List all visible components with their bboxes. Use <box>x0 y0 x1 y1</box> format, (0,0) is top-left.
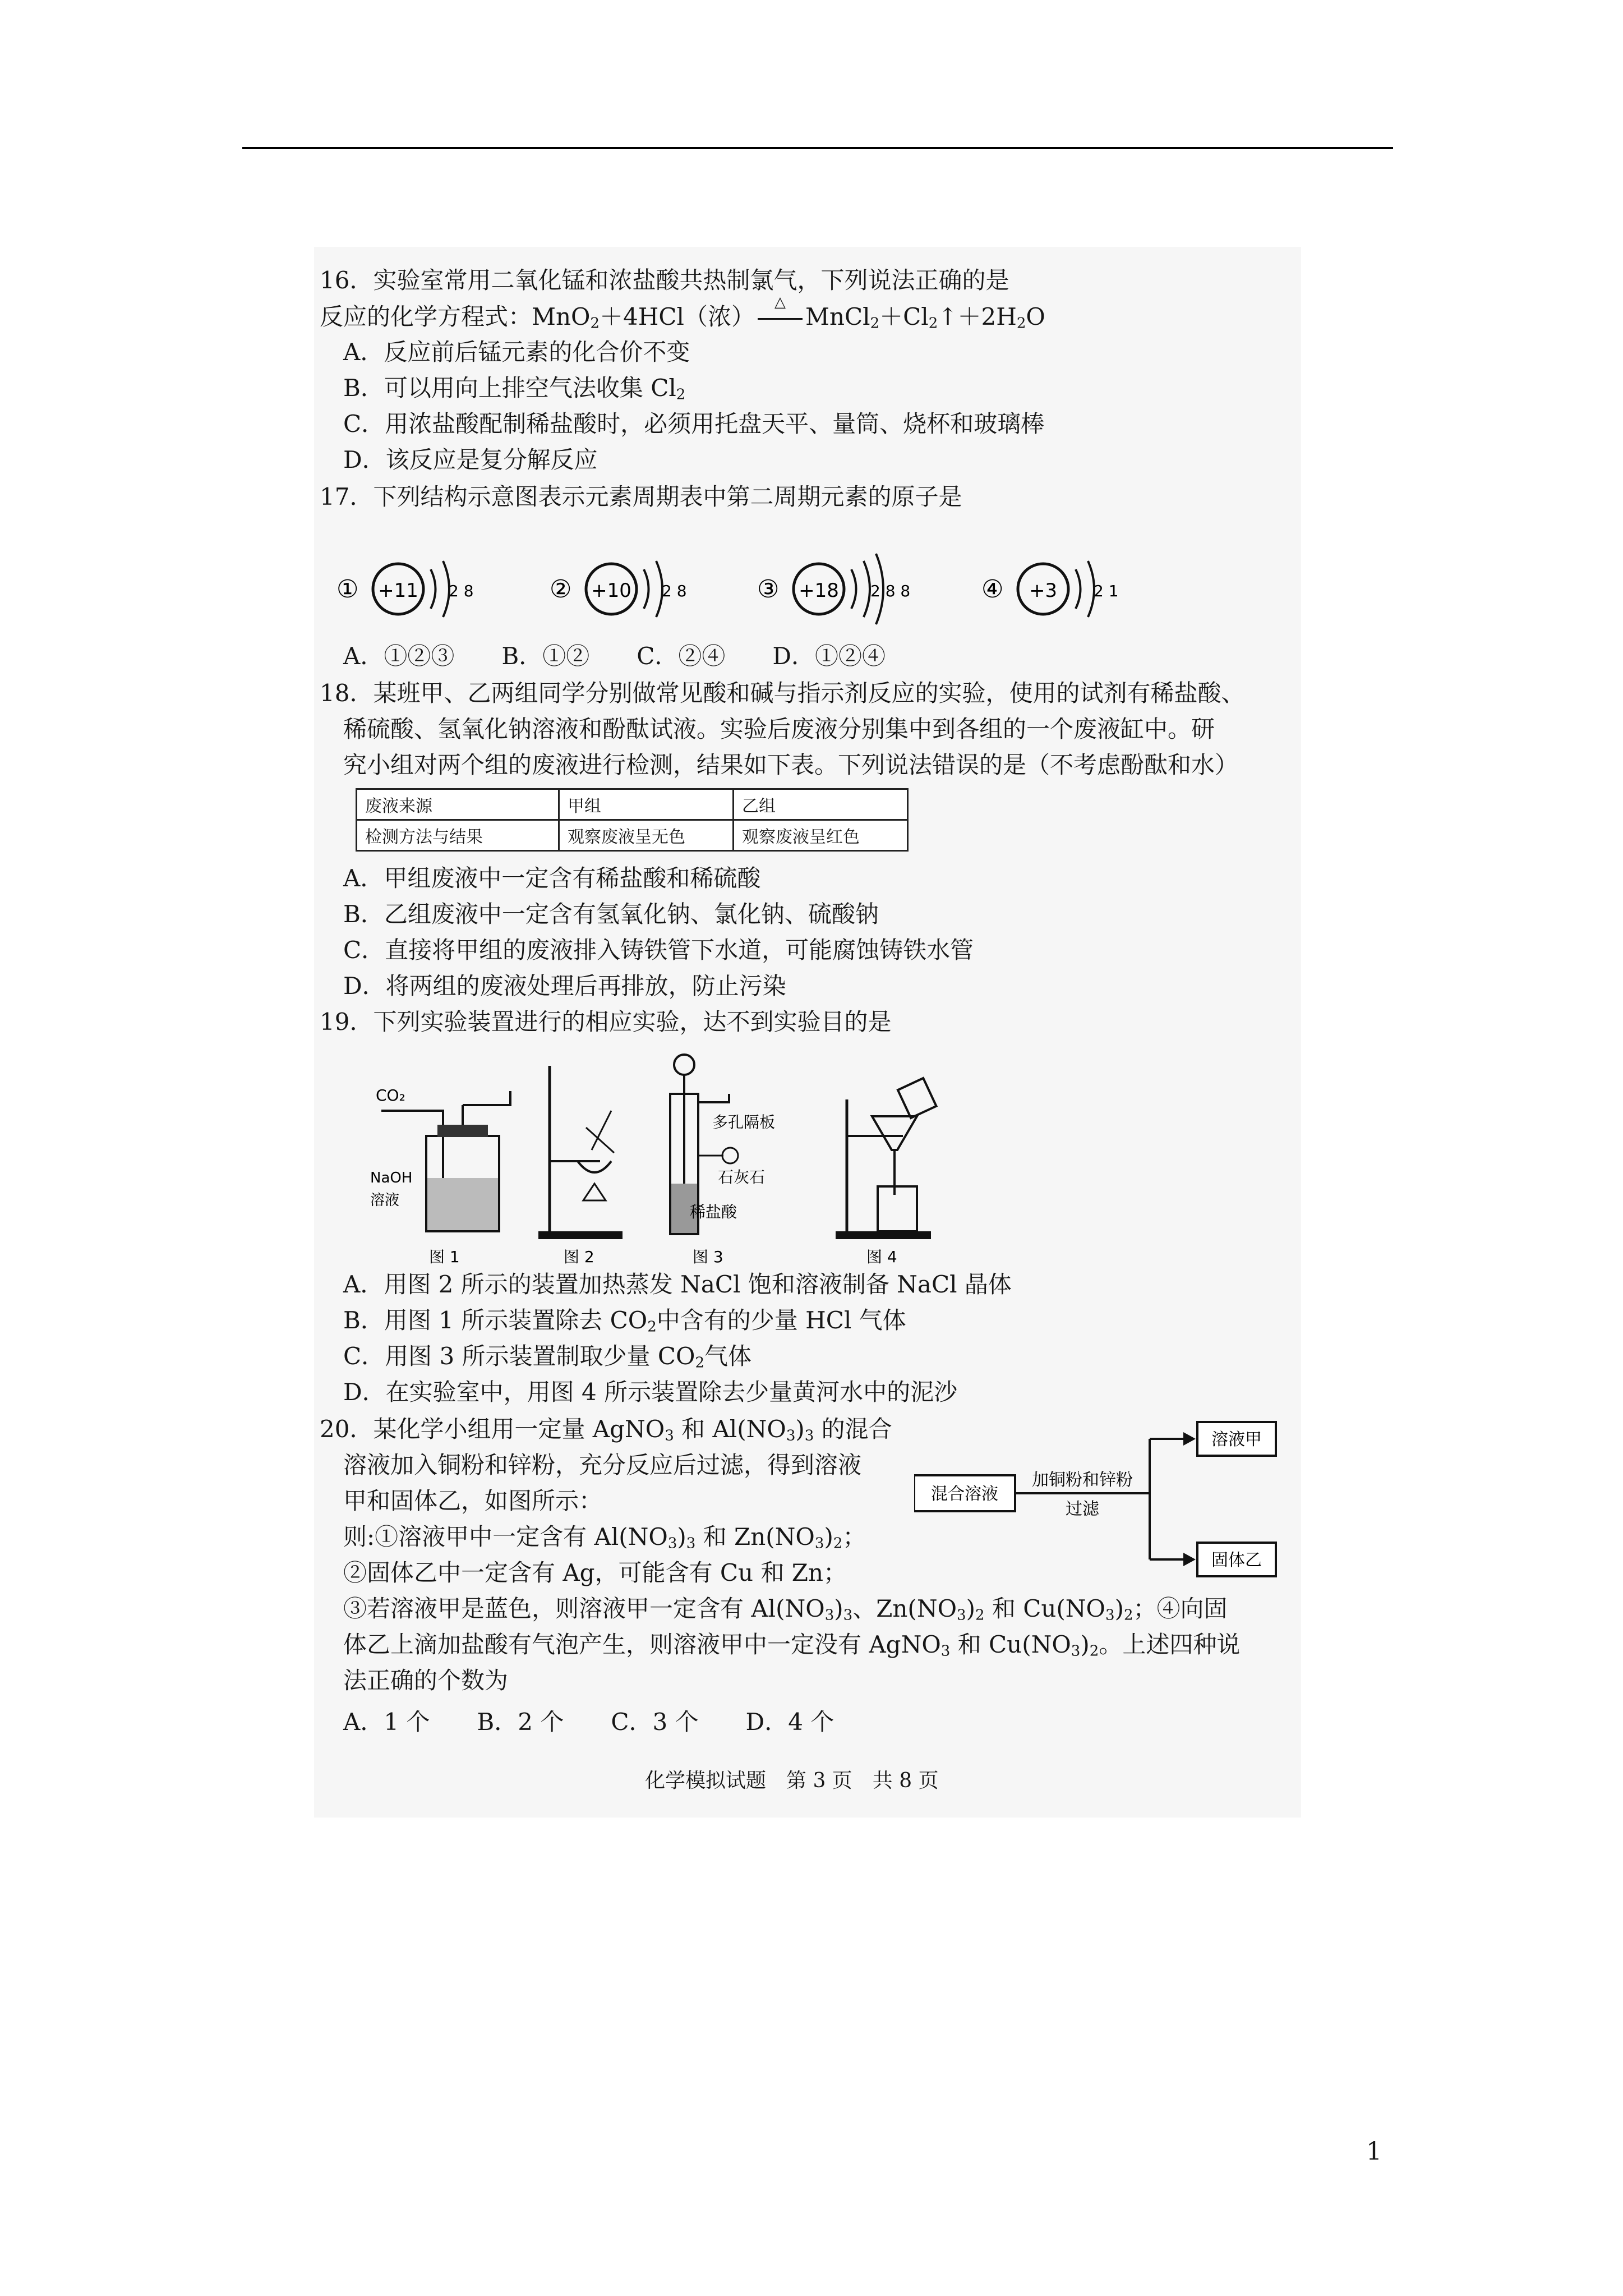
atom-structure-diagrams <box>336 541 1178 637</box>
figure-2-evaporation <box>538 1066 623 1266</box>
q16-option-a: A．反应前后锰元素的化合价不变 <box>343 338 690 366</box>
q18-option-b: B．乙组废液中一定含有氢氧化钠、氯化钠、硫酸钠 <box>343 900 879 928</box>
page-top-rule <box>242 147 1393 149</box>
add-metals-step: 加铜粉和锌粉 <box>1032 1470 1133 1490</box>
q20-line-7: 体乙上滴加盐酸有气泡产生，则溶液甲中一定没有 AgNO$_3$ 和 $Cu(NO_3)_2$。上述四种说 <box>343 1631 1241 1660</box>
apparatus-svg <box>365 1049 965 1268</box>
atom-3-nucleus: +18 <box>799 579 839 602</box>
q20-options: A．1 个 B．2 个 C．3 个 D．4 个 <box>343 1708 834 1736</box>
table-row <box>357 820 908 851</box>
atom-3-shells: 2 8 8 <box>870 582 911 600</box>
q17-options: A．①②③ B．①② C．②④ D．①②④ <box>343 642 886 670</box>
figure-1-wash-bottle <box>370 1086 510 1266</box>
figure-3-caption: 图 3 <box>693 1248 723 1266</box>
q17-stem: 17．下列结构示意图表示元素周期表中第二周期元素的原子是 <box>320 483 962 510</box>
q19-option-d: D．在实验室中，用图 4 所示装置除去少量黄河水中的泥沙 <box>343 1378 958 1406</box>
q20-line-1: 20．某化学小组用一定量 AgNO$_3$ 和 $Al(NO_3)_3$ 的混合 <box>320 1415 892 1444</box>
q20-line-2: 溶液加入铜粉和锌粉，充分反应后过滤，得到溶液 <box>343 1451 862 1479</box>
waste-test-table <box>356 788 909 852</box>
figure-2-caption: 图 2 <box>564 1248 594 1266</box>
atom-2-nucleus: +10 <box>591 579 631 602</box>
q19-stem: 19．下列实验装置进行的相应实验，达不到实验目的是 <box>320 1008 892 1036</box>
atom-3-index: ③ <box>757 575 780 604</box>
q19-option-c: C．用图 3 所示装置制取少量 $CO_2$气体 <box>343 1342 752 1372</box>
q16-equation: 反应的化学方程式：MnO$_2$＋4HCl（浓） △ $MnCl_2+Cl_2↑+2H_2O$ <box>320 300 1045 341</box>
q18-option-d: D．将两组的废液处理后再排放，防止污染 <box>343 972 786 1000</box>
co2-label: CO₂ <box>376 1086 405 1105</box>
dilute-acid-label: 稀盐酸 <box>690 1203 737 1221</box>
atom-diagrams-svg <box>336 541 1178 637</box>
q16-stem: 16．实验室常用二氧化锰和浓盐酸共热制氯气，下列说法正确的是 <box>320 266 1009 294</box>
porous-plate-label: 多孔隔板 <box>712 1113 776 1131</box>
table-row <box>357 789 908 820</box>
q18-option-a: A．甲组废液中一定含有稀盐酸和稀硫酸 <box>343 864 761 892</box>
q20-line-4: 则:①溶液甲中一定含有 $Al(NO_3)_3$ 和 $Zn(NO_3)_2$； <box>343 1523 866 1552</box>
atom-4-shells: 2 1 <box>1094 582 1119 600</box>
q20-flowchart <box>914 1414 1279 1582</box>
solution-a-box: 溶液甲 <box>1211 1430 1262 1450</box>
q18-line-1: 18．某班甲、乙两组同学分别做常见酸和碱与指示剂反应的实验，使用的试剂有稀盐酸、 <box>320 679 1245 707</box>
figure-1-caption: 图 1 <box>429 1248 460 1266</box>
table-cell: 废液来源 <box>357 789 559 820</box>
filter-step: 过滤 <box>1066 1499 1099 1519</box>
q20-line-5: ②固体乙中一定含有 Ag，可能含有 Cu 和 Zn； <box>343 1559 847 1586</box>
heating-condition: △ <box>774 294 786 311</box>
q16-option-c: C．用浓盐酸配制稀盐酸时，必须用托盘天平、量筒、烧杯和玻璃棒 <box>343 410 1045 438</box>
atom-4-nucleus: +3 <box>1029 579 1058 602</box>
limestone-label: 石灰石 <box>718 1168 766 1186</box>
figure-4-caption: 图 4 <box>866 1248 897 1266</box>
atom-2-shells: 2 8 <box>662 582 687 600</box>
solid-b-box: 固体乙 <box>1211 1550 1262 1570</box>
naoh-label: NaOH <box>370 1170 413 1186</box>
q16-option-b: B．可以用向上排空气法收集 $Cl_2$ <box>343 374 686 403</box>
atom-3 <box>757 554 910 624</box>
q20-line-6: ③若溶液甲是蓝色，则溶液甲一定含有 $Al(NO_3)_3$、$Zn(NO_3)_2$ 和 $Cu(NO_3)_2$；④向固 <box>343 1595 1228 1624</box>
mixed-solution-box: 混合溶液 <box>931 1484 998 1504</box>
solution-label: 溶液 <box>370 1192 400 1209</box>
table-cell: 乙组 <box>734 789 908 820</box>
atom-2-index: ② <box>550 575 572 604</box>
q19-option-a: A．用图 2 所示的装置加热蒸发 NaCl 饱和溶液制备 NaCl 晶体 <box>343 1271 1012 1298</box>
page-number: 1 <box>1366 2137 1382 2166</box>
flowchart-svg <box>914 1414 1279 1582</box>
q18-option-c: C．直接将甲组的废液排入铸铁管下水道，可能腐蚀铸铁水管 <box>343 936 974 964</box>
table-cell: 甲组 <box>559 789 734 820</box>
q18-line-2: 稀硫酸、氢氧化钠溶液和酚酞试液。实验后废液分别集中到各组的一个废液缸中。研 <box>343 715 1215 743</box>
table-cell: 观察废液呈红色 <box>734 820 908 851</box>
atom-1-index: ① <box>336 575 359 604</box>
atom-2 <box>550 561 687 617</box>
figure-3-gas-generator <box>670 1055 775 1266</box>
table-cell: 检测方法与结果 <box>357 820 559 851</box>
figure-4-filtration <box>836 1078 936 1266</box>
q16-option-d: D．该反应是复分解反应 <box>343 446 598 473</box>
atom-1 <box>336 561 474 617</box>
q20-line-8: 法正确的个数为 <box>343 1667 509 1694</box>
q20-line-3: 甲和固体乙，如图所示： <box>343 1487 603 1515</box>
page-footer: 化学模拟试题 第 3 页 共 8 页 <box>645 1769 939 1792</box>
atom-1-shells: 2 8 <box>449 582 474 600</box>
q19-option-b: B．用图 1 所示装置除去 $CO_2$中含有的少量 HCl 气体 <box>343 1306 906 1336</box>
atom-1-nucleus: +11 <box>378 579 418 602</box>
table-cell: 观察废液呈无色 <box>559 820 734 851</box>
atom-4-index: ④ <box>981 575 1004 604</box>
lab-apparatus-figures <box>365 1049 965 1268</box>
q18-line-3: 究小组对两个组的废液进行检测，结果如下表。下列说法错误的是（不考虑酚酞和水） <box>343 751 1239 779</box>
atom-4 <box>981 561 1119 617</box>
